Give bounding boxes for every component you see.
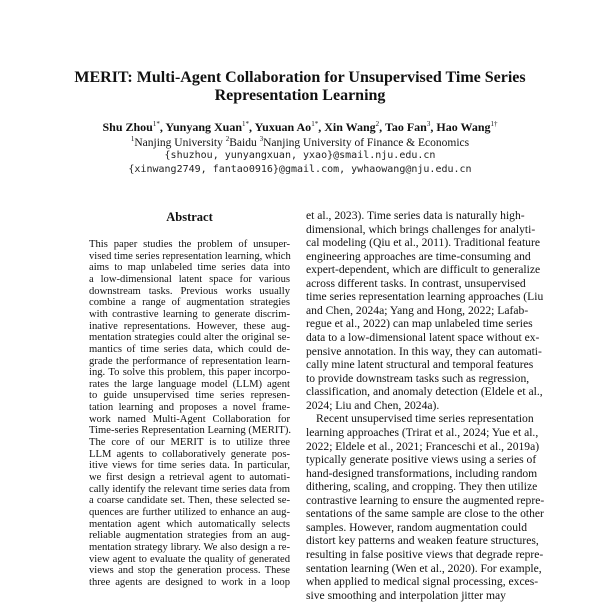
- abstract-line: downstream tasks. Previous works usually: [89, 285, 290, 297]
- abstract-line: mentation strategy library. We also design a re-: [89, 541, 290, 553]
- author: Shu Zhou$^{1*}$,: [102, 120, 166, 134]
- body-line: expert-dependent, which are difficult to generalize: [306, 263, 541, 277]
- abstract-line: This paper studies the problem of unsuper-: [89, 239, 290, 250]
- email-line-2: {xinwang2749, fantao0916}@gmail.com, ywhaowang@nju.edu.cn: [128, 164, 472, 175]
- body-line: learning approaches (Trirat et al., 2024; Yue et al.,: [306, 425, 539, 439]
- abstract-line: tation learning and proposes a novel frame-: [89, 402, 290, 414]
- affiliation: $^1$Nanjing University: [130, 135, 226, 149]
- body-line: typically generate positive views using a series of: [306, 453, 537, 467]
- body-line: samples. However, random augmentation could: [306, 520, 528, 534]
- body-line: cal modeling (Qiu et al., 2011). Traditional feature: [306, 236, 540, 250]
- body-line: et al., 2023). Time series data is naturally high-: [306, 209, 525, 222]
- abstract-line: with contrastive learning to generate discrim-: [89, 308, 290, 320]
- abstract-line: reliable augmentation strategies from an aug-: [89, 530, 290, 542]
- paper-title-line-1: MERIT: Multi-Agent Collaboration for Unsupervised Time Series: [74, 69, 526, 86]
- body-line: Recent unsupervised time series representation: [316, 412, 534, 426]
- body-line: and Chen, 2024a; Yang and Hong, 2022; Lafab-: [306, 303, 529, 317]
- abstract-line: mentation agent which automatically selects: [89, 518, 290, 530]
- body-line: pensive annotation. In this way, they can automati-: [306, 344, 542, 358]
- abstract-line: mentation strategies could alter the original se-: [89, 332, 290, 344]
- abstract-line: work named Multi-Agent Collaboration for: [89, 413, 290, 425]
- body-line: data to a low-dimensional latent space without ex-: [306, 331, 540, 345]
- author-list: [0, 120, 600, 135]
- abstract-line: inative representations. However, these aug-: [89, 320, 290, 332]
- abstract-heading: Abstract: [166, 210, 213, 224]
- body-line: distort key patterns and weaken feature structures,: [306, 534, 539, 548]
- author: Xin Wang$^2$,: [324, 120, 385, 134]
- body-line: cally mine latent structural and temporal features: [306, 358, 534, 372]
- affiliation: $^3$Nanjing University of Finance & Economics: [259, 135, 470, 149]
- abstract-line: mantics of time series data, which could de-: [89, 343, 290, 355]
- body-line: sentation learning (Wen et al., 2020). For example,: [306, 561, 542, 575]
- body-line: sentations of the same sample are close to the other: [306, 507, 544, 521]
- body-line: 2024; Liu and Chen, 2024a).: [306, 398, 440, 412]
- author: Tao Fan$^3$,: [384, 120, 437, 134]
- author: Yuxuan $Ao^{1*}$,: [254, 120, 325, 134]
- abstract-line: we first design a retrieval agent to automati-: [89, 472, 290, 483]
- abstract-line: Time-series Representation Learning (MERIT).: [89, 425, 292, 437]
- abstract-line: views and stop the generation process. These: [89, 565, 290, 577]
- abstract-line: a coarse candidate set. Then, these selected se-: [89, 495, 290, 507]
- email-line-1: {shuzhou, yunyangxuan, yxao}@smail.nju.edu.cn: [164, 150, 436, 161]
- abstract-line: view agent to evaluate the quality of generated: [89, 553, 290, 565]
- abstract-line: a low-dimensional latent space for various: [89, 273, 290, 285]
- abstract-line: quences are further utilized to enhance an aug-: [89, 506, 290, 518]
- abstract-line: three agents are designed to work in a loop: [89, 576, 290, 588]
- affiliation: $^2$Baidu: [225, 135, 260, 149]
- body-line: hand-designed transformations, including random: [306, 466, 538, 480]
- body-line: engineering approaches are time-consuming and: [306, 249, 531, 263]
- abstract-line: cally identify the relevant time series data from: [89, 483, 290, 495]
- abstract-line: LLM agents to collaboratively generate pos-: [89, 448, 290, 460]
- body-line: dithering, scaling, and cropping. They then utilize: [306, 480, 538, 494]
- body-line: sive smoothing and interpolation jitter may: [306, 588, 506, 602]
- abstract-line: combine a range of augmentation strategies: [89, 297, 290, 309]
- abstract-line: rates the large language model (LLM) agent: [89, 378, 290, 390]
- affiliations: [0, 135, 600, 149]
- body-line: regue et al., 2022) can map unlabeled time series: [306, 317, 533, 331]
- body-line: to provide downstream tasks such as regression,: [306, 371, 530, 385]
- author: Yunyang Xuan$^{1*}$,: [165, 120, 255, 134]
- abstract-line: vised time series representation learning, which: [89, 250, 291, 262]
- body-line: when applied to medical signal processing, exces-: [306, 575, 539, 589]
- abstract-line: itive views for time series data. In particular,: [89, 460, 290, 472]
- author: Hao Wang$^{1\dagger}$: [436, 120, 498, 134]
- body-line: contrastive learning to ensure the augmented repre-: [306, 493, 545, 507]
- body-line: classification, and anomaly detection (Eldele et al.,: [306, 385, 543, 399]
- body-line: dimensional, which brings challenges for analyti-: [306, 222, 536, 236]
- abstract-line: grade the performance of representation learn-: [89, 355, 290, 367]
- abstract-line: ing. To solve this problem, this paper incorpo-: [89, 367, 290, 379]
- abstract-line: The core of our MERIT is to utilize three: [89, 437, 290, 449]
- body-line: time series representation learning approaches (Liu: [306, 290, 544, 304]
- paper-title-line-2: Representation Learning: [214, 87, 386, 104]
- body-line: resulting in false positive views that degrade repre-: [306, 548, 544, 561]
- abstract-line: aims to map unlabeled time series data into: [89, 262, 290, 274]
- abstract-line: to guide unsupervised time series represen-: [89, 390, 290, 402]
- body-line: across different tasks. In contrast, unsupervised: [306, 276, 526, 290]
- body-line: 2022; Eldele et al., 2021; Franceschi et al., 2019a): [306, 439, 540, 453]
